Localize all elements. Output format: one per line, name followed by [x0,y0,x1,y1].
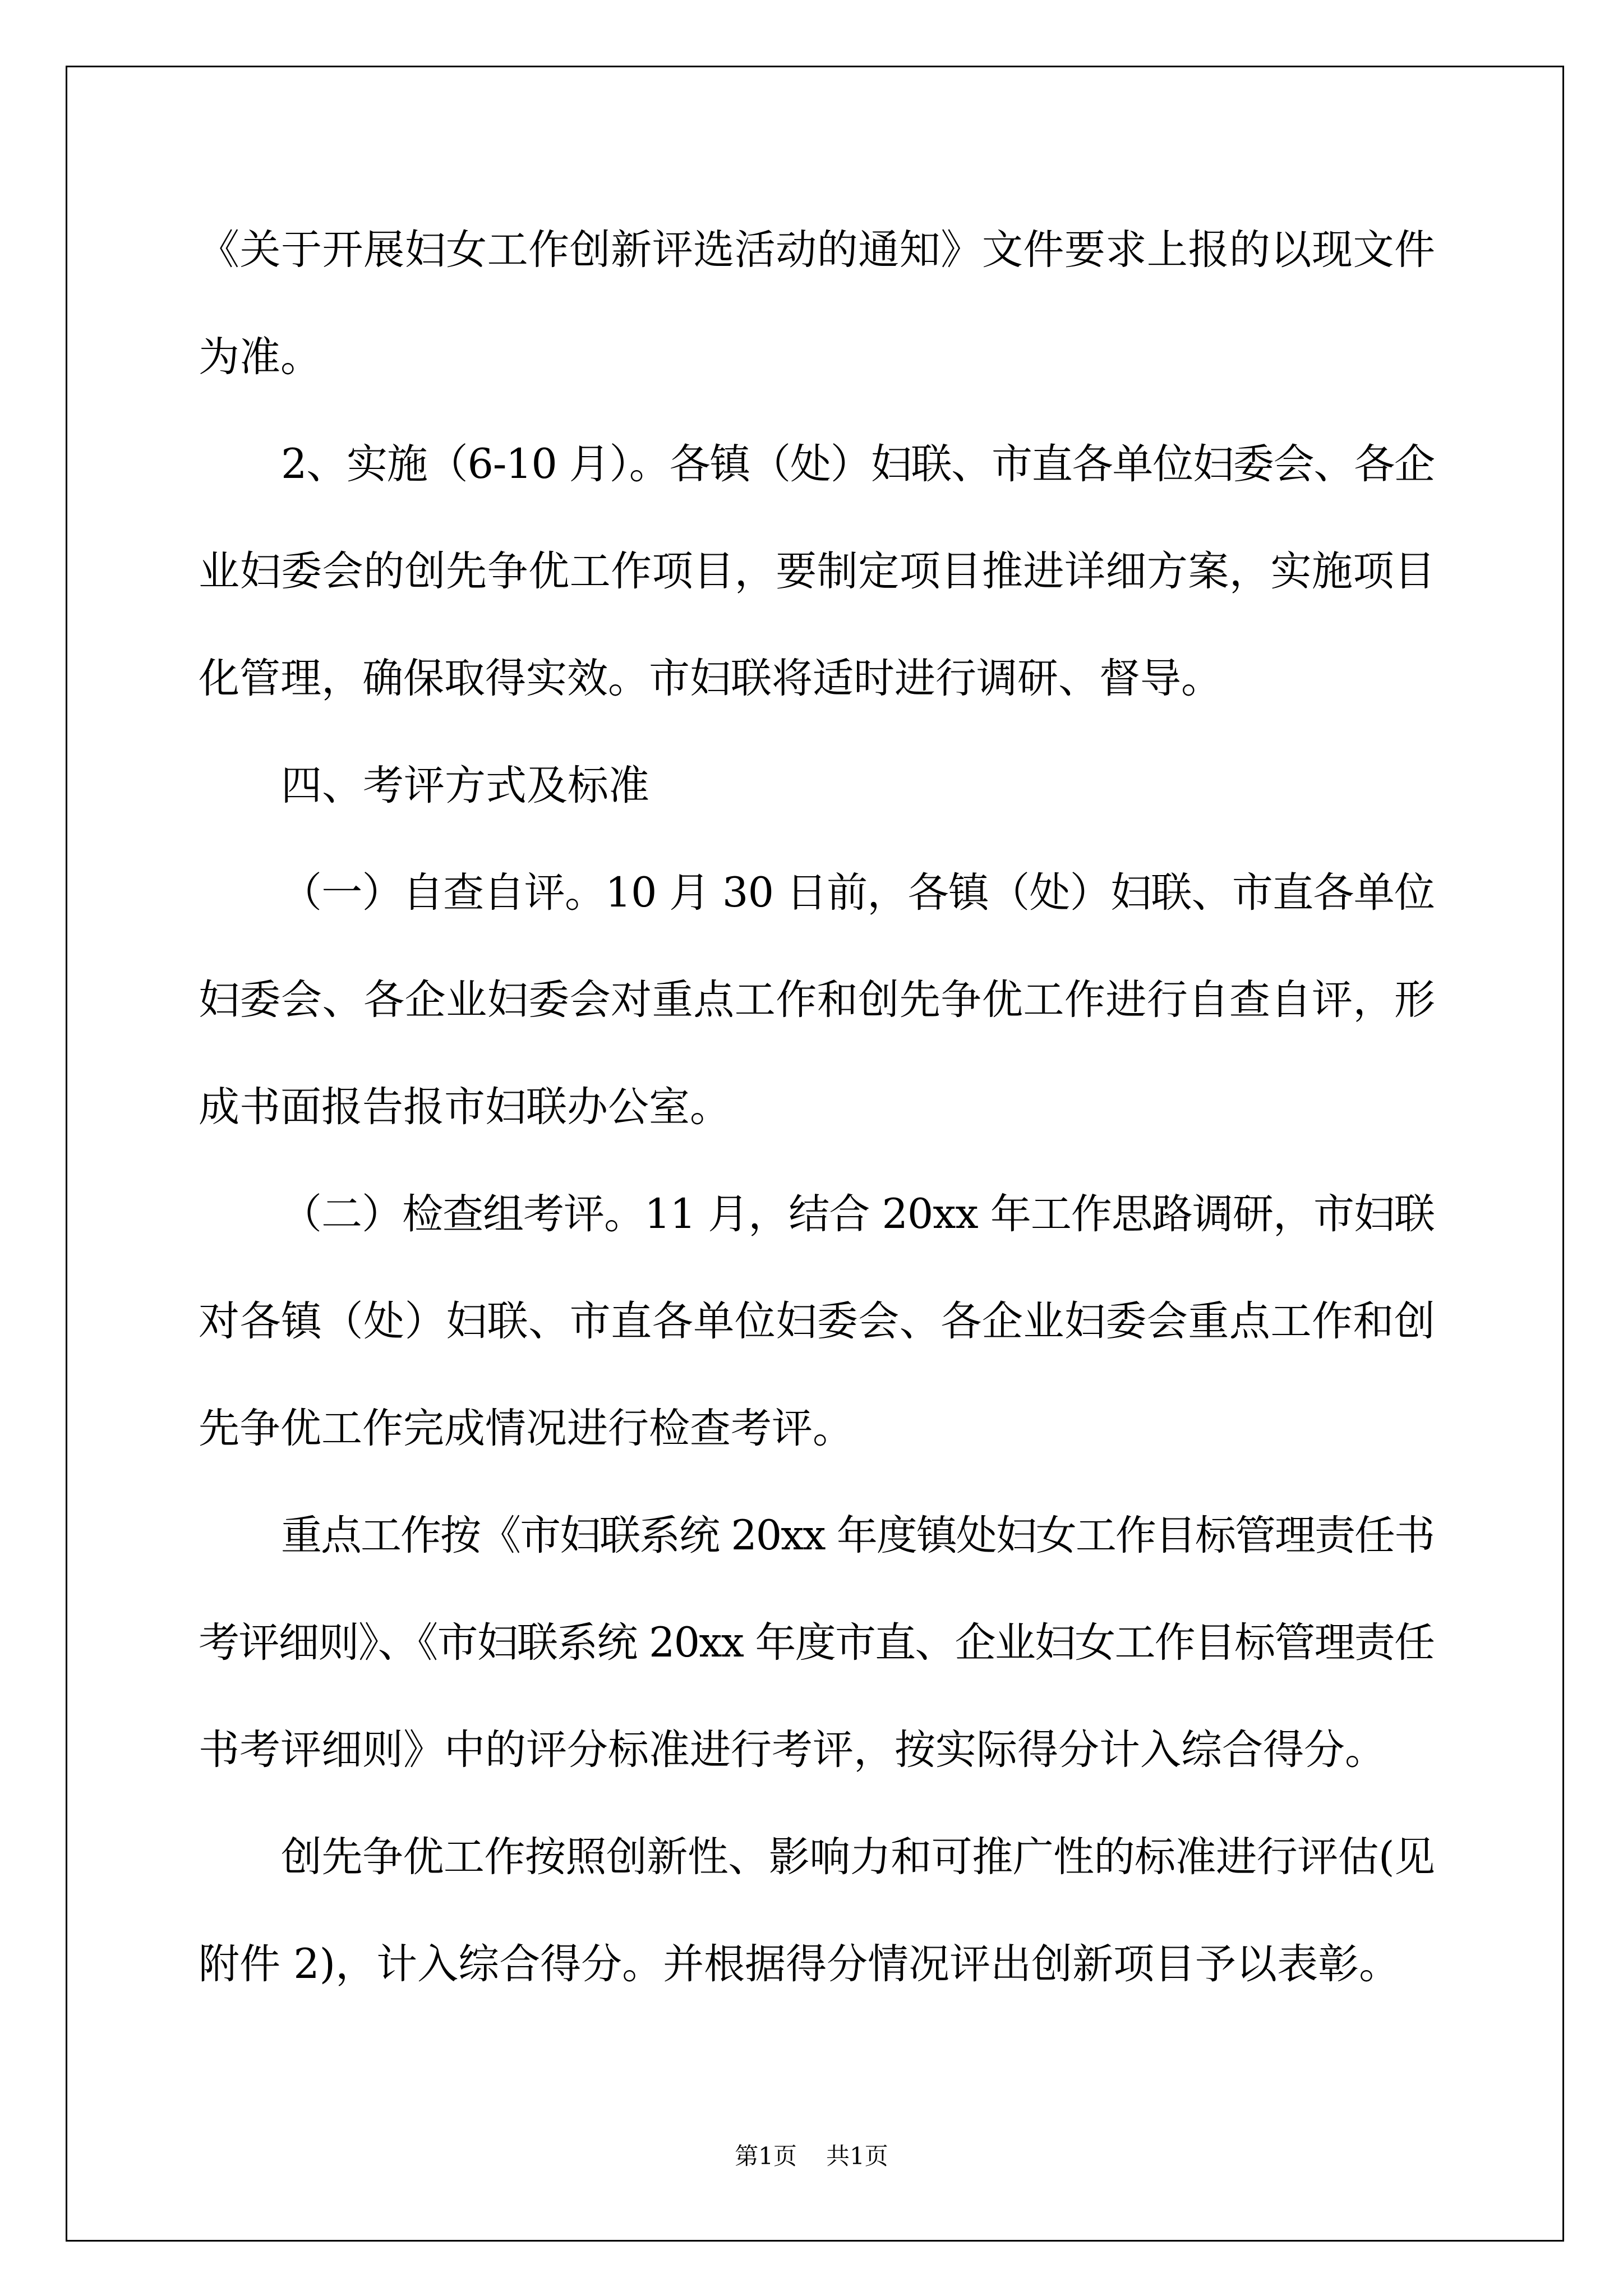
text-line: 化管理，确保取得实效。市妇联将适时进行调研、督导。 [199,655,1222,702]
paragraph-notice-continuation [199,196,1435,411]
paragraph-self-assessment [199,839,1435,1161]
text-line: 业妇委会的创先争优工作项目，要制定项目推进详细方案，实施项目 [199,547,1436,595]
paragraph-key-work-scoring [199,1482,1435,1803]
text-line: （一）自查自评。10 月 30 日前，各镇（处）妇联、市直各单位 [281,869,1435,917]
text-line: 书考评细则》中的评分标准进行考评，按实际得分计入综合得分。 [199,1726,1386,1774]
paragraph-excellence-work-scoring [199,1803,1435,2018]
text-line: 附件 2)，计入综合得分。并根据得分情况评出创新项目予以表彰。 [199,1940,1400,1988]
text-line: 重点工作按《市妇联系统 20xx 年度镇处妇女工作目标管理责任书 [281,1512,1435,1559]
text-line: 成书面报告报市妇联办公室。 [199,1083,731,1131]
section-heading-evaluation [199,732,1435,839]
page-footer [0,2139,1623,2173]
text-line: 先争优工作完成情况进行检查考评。 [199,1405,854,1452]
document-body [199,196,1435,2018]
paragraph-inspection-review [199,1161,1435,1482]
text-line: 《关于开展妇女工作创新评选活动的通知》文件要求上报的以现文件 [199,226,1436,274]
page-total: 共1页 [826,2142,888,2170]
text-line: 妇委会、各企业妇委会对重点工作和创先争优工作进行自查自评，形 [199,976,1436,1024]
text-line: 对各镇（处）妇联、市直各单位妇委会、各企业妇委会重点工作和创 [199,1297,1436,1345]
text-line: 考评细则》、《市妇联系统 20xx 年度市直、企业妇女工作目标管理责任 [199,1619,1435,1667]
text-line: 创先争优工作按照创新性、影响力和可推广性的标准进行评估(见 [281,1833,1435,1881]
paragraph-implementation [199,411,1435,732]
text-line: 2、实施（6-10 月）。各镇（处）妇联、市直各单位妇委会、各企 [281,440,1435,488]
page-number: 第1页 [735,2142,797,2170]
text-line: （二）检查组考评。11 月，结合 20xx 年工作思路调研，市妇联 [281,1190,1435,1238]
text-line: 为准。 [199,333,321,381]
section-heading-text: 四、考评方式及标准 [281,762,649,809]
